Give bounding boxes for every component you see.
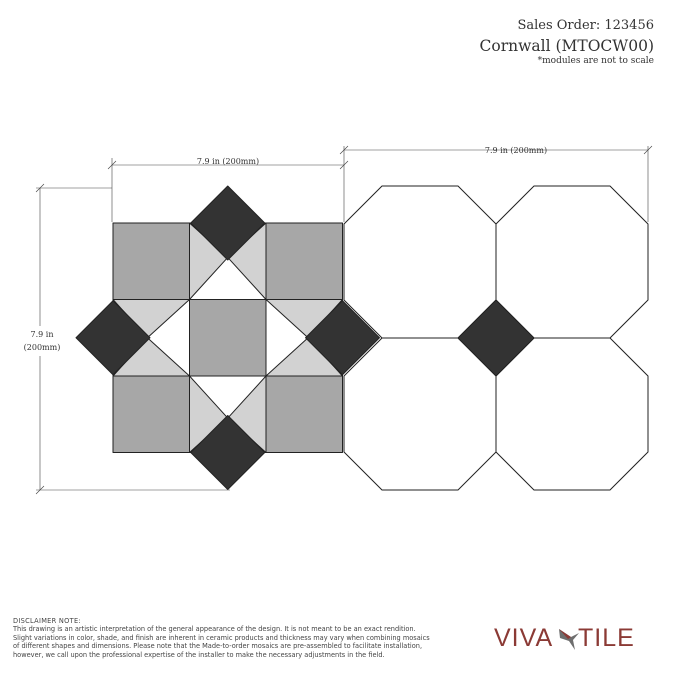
grey-square-tile — [266, 376, 343, 453]
viva-tile-logo — [494, 624, 662, 658]
octagon-tile — [496, 186, 648, 338]
left-dimension-label-mm: (200mm) — [23, 343, 61, 352]
bird-logo-icon — [558, 626, 580, 652]
top-left-dimension-label: 7.9 in (200mm) — [196, 157, 260, 166]
top-right-dimension-label: 7.9 in (200mm) — [484, 146, 548, 155]
sales-order-label: Sales Order: 123456 — [517, 18, 654, 33]
star-mosaic-module — [76, 186, 380, 490]
disclaimer-note — [13, 617, 433, 659]
logo-word-tile: TILE — [578, 624, 635, 652]
grey-square-tile — [113, 223, 190, 300]
grey-square-tile — [266, 223, 343, 300]
logo-word-viva: VIVA — [494, 624, 554, 652]
grey-square-tile — [113, 376, 190, 453]
product-title: Cornwall (MTOCW00) — [479, 37, 654, 55]
octagon-module — [344, 186, 648, 490]
octagon-tile — [496, 338, 648, 490]
disclaimer-title: DISCLAIMER NOTE: — [13, 617, 81, 625]
left-dimension-label: 7.9 in — [30, 330, 54, 339]
scale-note: *modules are not to scale — [537, 56, 654, 66]
disclaimer-body: This drawing is an artistic interpretation of the general appearance of the design. It is not meant to be an exact rendition. Slight variations in color, shade, and finish are inherent in ceramic products and thickness may vary when combining mosaics of different shapes and dimensions. Please note that the Made-to-order mosaics are pre-assembled to facilitate installation, however, we call upon the professional expertise of the installer to make the necessary adjustments in the field. — [13, 625, 430, 659]
grey-square-tile — [190, 300, 267, 377]
octagon-tile — [344, 186, 496, 338]
octagon-tile — [344, 338, 496, 490]
